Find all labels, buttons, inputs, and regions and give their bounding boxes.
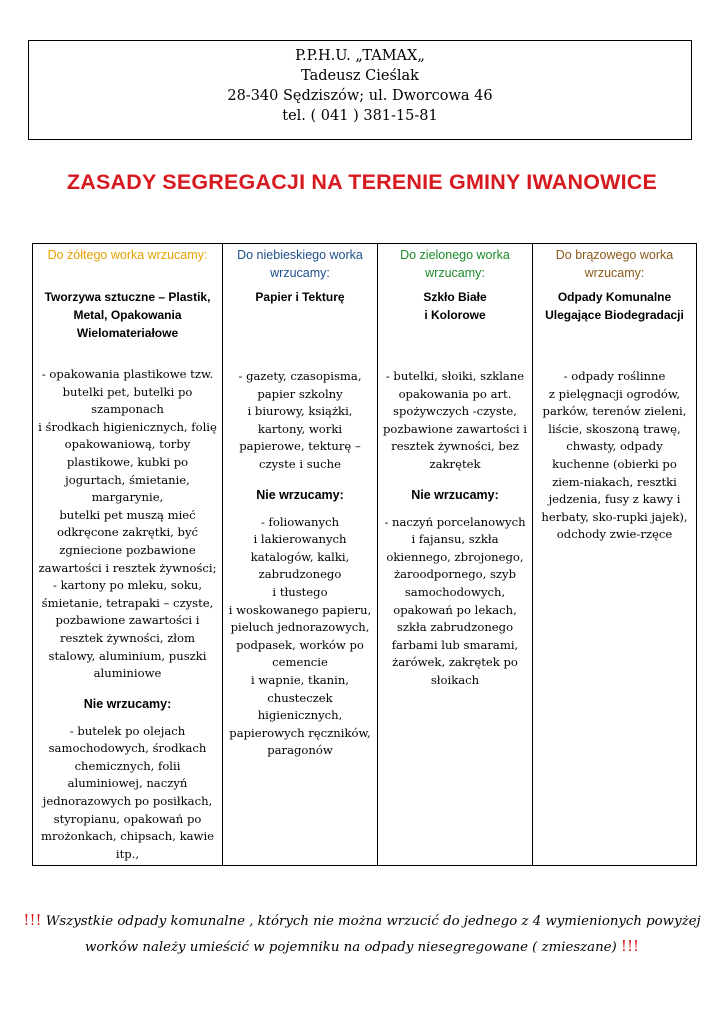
column-blue-bag bbox=[223, 244, 378, 865]
category-glass: Szkło Białe i Kolorowe bbox=[423, 290, 487, 322]
column-green-bag bbox=[378, 244, 533, 865]
category-biodegradable: Odpady Komunalne Ulegające Biodegradacji bbox=[545, 290, 684, 322]
page-title: ZASADY SEGREGACJI NA TERENIE GMINY IWANOWICE bbox=[66, 170, 658, 194]
exclamation-close: !!! bbox=[620, 937, 640, 955]
category-plastic-metal: Tworzywa sztuczne – Plastik, Metal, Opakowania Wielomateriałowe bbox=[44, 290, 211, 340]
company-phone: tel. ( 041 ) 381-15-81 bbox=[282, 108, 438, 124]
column-heading-yellow: Do żółtego worka wrzucamy: bbox=[47, 248, 208, 262]
company-name: P.P.H.U. „TAMAX„ bbox=[295, 48, 425, 64]
column-heading-green: Do zielonego worka wrzucamy: bbox=[400, 248, 510, 280]
footer-note bbox=[20, 908, 704, 960]
column-heading-blue: Do niebieskiego worka wrzucamy: bbox=[237, 248, 363, 280]
not-accepted-label-blue: Nie wrzucamy: bbox=[256, 487, 344, 502]
not-accepted-items-green: - naczyń porcelanowych i fajansu, szkła okiennego, zbrojonego, żaroodpornego, szyb samochodowych, opakowań po lekach, szkła zabrudzonego farbami lub smarami, żarówek, zakrętek po słoikach bbox=[384, 514, 526, 687]
exclamation-open: !!! bbox=[23, 911, 42, 929]
accepted-items-blue: - gazety, czasopisma, papier szkolny i biurowy, książki, kartony, worki papierowe, tekturę – czyste i suche bbox=[238, 369, 362, 471]
column-heading-brown: Do brązowego worka wrzucamy: bbox=[555, 248, 674, 280]
footer-text: Wszystkie odpady komunalne , których nie można wrzucić do jednego z 4 wymienionych powyżej worków należy umieścić w pojemniku na odpady niesegregowane ( zmieszane) bbox=[41, 914, 701, 955]
company-address: 28-340 Sędziszów; ul. Dworcowa 46 bbox=[227, 88, 493, 104]
accepted-items-brown: - odpady roślinne z pielęgnacji ogrodów, parków, terenów zieleni, liście, skoszoną trawę, chwasty, odpady kuchenne (obierki po ziem-niakach, resztki jedzenia, fusy z kawy i herbaty, sko-rupki jajek), odchody zwie-rzęce bbox=[541, 369, 688, 542]
accepted-items-green: - butelki, słoiki, szklane opakowania po art. spożywczych -czyste, pozbawione zawartości i resztek żywności, bez zakrętek bbox=[382, 369, 528, 471]
company-header bbox=[28, 40, 692, 140]
segregation-table bbox=[32, 243, 697, 866]
accepted-items-yellow: - opakowania plastikowe tzw. butelki pet, butelki po szamponach i środkach higienicznych, folię opakowaniową, torby plastikowe, kubki po jogurtach, śmietanie, margarynie, butelki pet muszą mieć odkręcone zakrętki, być zgniecione pozbawione zawartości i resztek żywności; - kartony po mleku, soku, śmietanie, tetrapaki – czyste, pozbawione zawartości i resztek żywności, złom stalowy, aluminium, puszki aluminiowe bbox=[38, 367, 217, 681]
column-yellow-bag bbox=[33, 244, 223, 865]
category-paper: Papier i Tekturę bbox=[255, 290, 345, 304]
not-accepted-items-yellow: - butelek po olejach samochodowych, środkach chemicznych, folii aluminiowej, naczyń jednorazowych po posiłkach, styropianu, opakowań po mrożonkach, chipsach, kawie itp., bbox=[40, 723, 215, 861]
owner-name: Tadeusz Cieślak bbox=[301, 68, 419, 84]
not-accepted-label-green: Nie wrzucamy: bbox=[411, 487, 499, 502]
not-accepted-label-yellow: Nie wrzucamy: bbox=[83, 696, 172, 711]
not-accepted-items-blue: - foliowanych i lakierowanych katalogów, kalki, zabrudzonego i tłustego i woskowanego papieru, pieluch jednorazowych, podpasek, worków po cemencie i wapnie, tkanin, chusteczek higienicznych, papierowych ręczników, paragonów bbox=[228, 514, 372, 758]
column-brown-bag bbox=[533, 244, 696, 865]
